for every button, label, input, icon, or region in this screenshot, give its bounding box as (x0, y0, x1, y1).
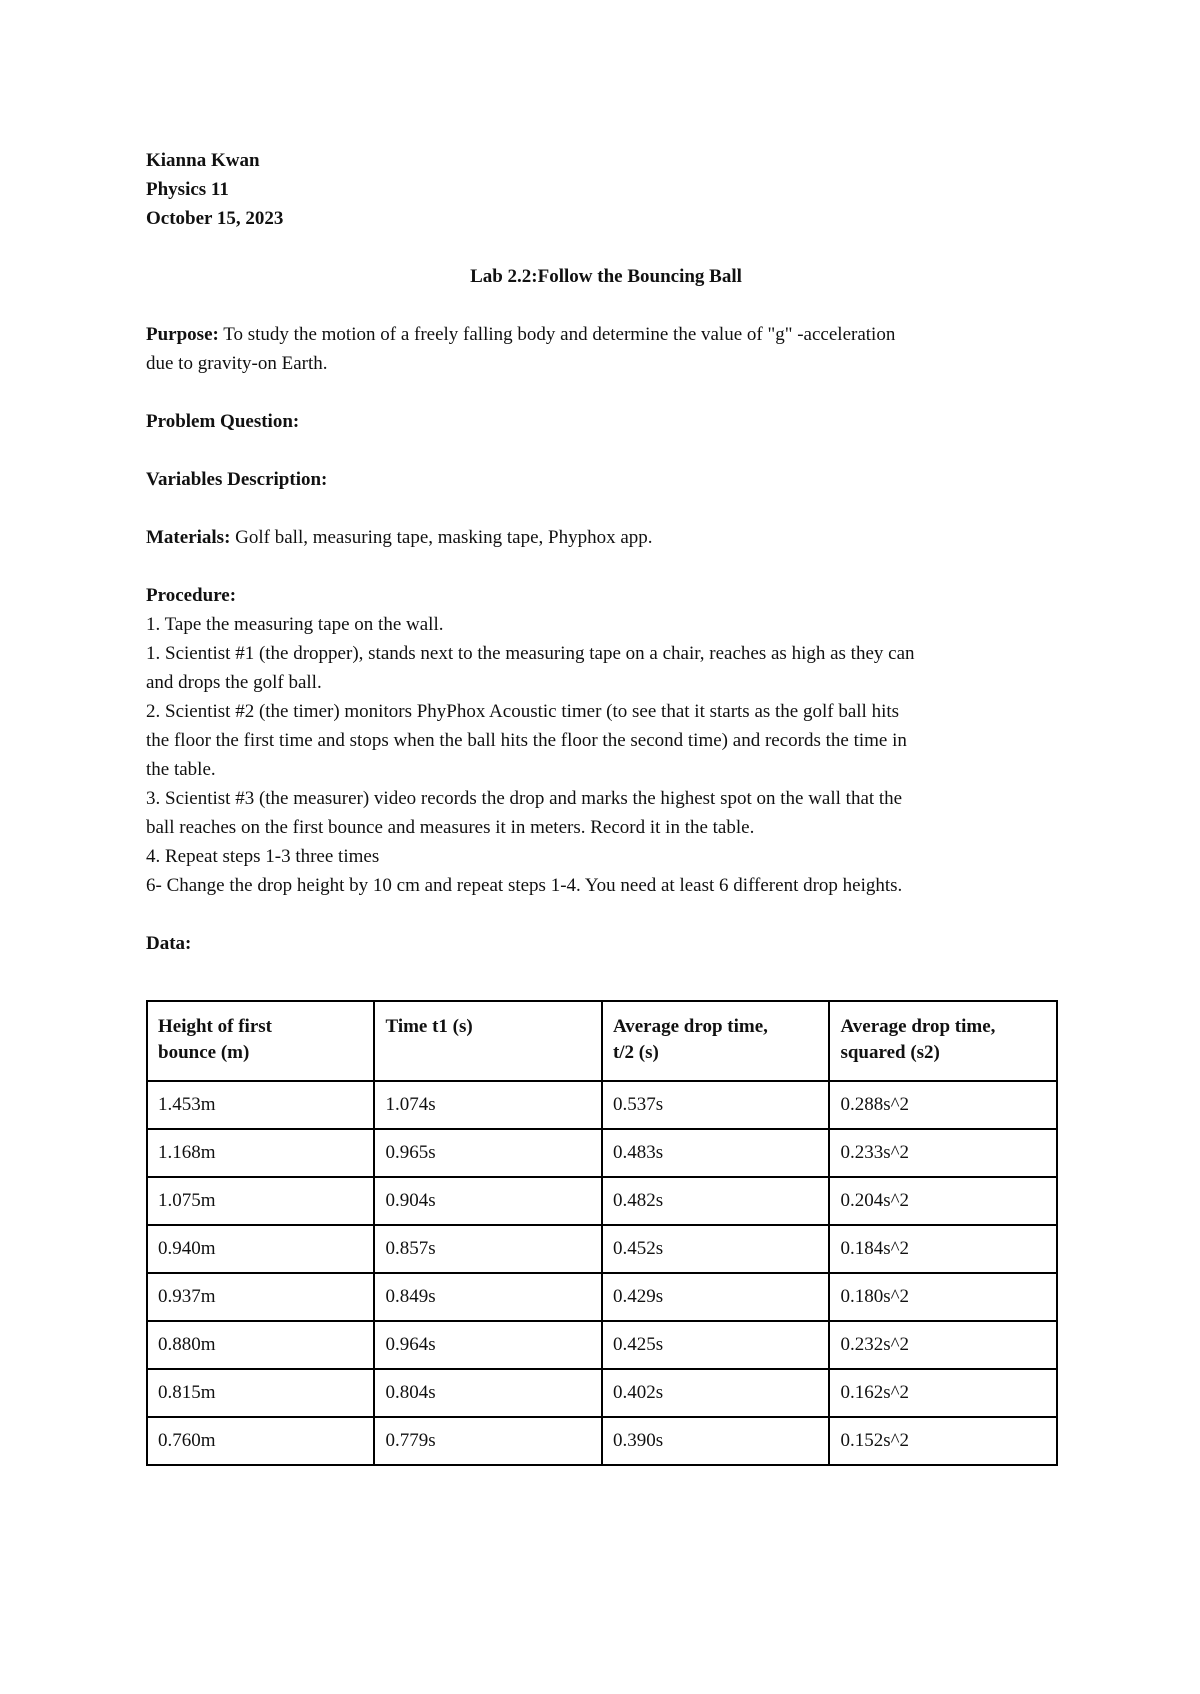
procedure-line: and drops the golf ball. (146, 672, 322, 693)
table-cell: 1.075m (147, 1177, 374, 1225)
purpose-text-line2: due to gravity-on Earth. (146, 353, 328, 374)
document-page (146, 146, 1066, 958)
table-cell: 0.815m (147, 1369, 374, 1417)
spacer (146, 900, 1066, 929)
table-cell: 0.390s (602, 1417, 830, 1465)
header-time: Time t1 (s) (374, 1001, 601, 1081)
table-row (147, 1081, 1057, 1129)
spacer (146, 291, 1066, 320)
header-height: Height of first bounce (m) (147, 1001, 374, 1081)
table-cell: 0.184s^2 (829, 1225, 1057, 1273)
procedure-line: the table. (146, 759, 216, 780)
table-cell: 0.904s (374, 1177, 601, 1225)
procedure-line: ball reaches on the first bounce and measures it in meters. Record it in the table. (146, 817, 755, 838)
materials-text: Golf ball, measuring tape, masking tape, Phyphox app. (230, 527, 653, 548)
header-average-drop-time: Average drop time, t/2 (s) (602, 1001, 830, 1081)
table-row (147, 1321, 1057, 1369)
author-name: Kianna Kwan (146, 150, 260, 171)
table-header-row (147, 1001, 1057, 1081)
table-cell: 0.429s (602, 1273, 830, 1321)
data-table (146, 1000, 1058, 1466)
table-cell: 0.204s^2 (829, 1177, 1057, 1225)
table-row (147, 1273, 1057, 1321)
table-cell: 0.288s^2 (829, 1081, 1057, 1129)
table-cell: 0.425s (602, 1321, 830, 1369)
table-cell: 1.168m (147, 1129, 374, 1177)
table-row (147, 1225, 1057, 1273)
table-cell: 0.402s (602, 1369, 830, 1417)
materials-label: Materials: (146, 527, 231, 548)
table-cell: 0.940m (147, 1225, 374, 1273)
purpose-paragraph (146, 320, 1066, 349)
table-cell: 0.880m (147, 1321, 374, 1369)
spacer (146, 494, 1066, 523)
variables-label: Variables Description: (146, 469, 328, 490)
table-cell: 0.482s (602, 1177, 830, 1225)
purpose-label: Purpose: (146, 324, 219, 345)
data-label: Data: (146, 933, 192, 954)
table-cell: 0.452s (602, 1225, 830, 1273)
table-row (147, 1417, 1057, 1465)
spacer (146, 233, 1066, 262)
table-cell: 0.233s^2 (829, 1129, 1057, 1177)
lab-title: Lab 2.2:Follow the Bouncing Ball (470, 266, 742, 287)
table-cell: 0.964s (374, 1321, 601, 1369)
table-cell: 0.180s^2 (829, 1273, 1057, 1321)
course-name: Physics 11 (146, 179, 229, 200)
materials-paragraph (146, 523, 1066, 552)
problem-question-label: Problem Question: (146, 411, 300, 432)
header-average-drop-time-squared: Average drop time, squared (s2) (829, 1001, 1057, 1081)
table-cell: 0.152s^2 (829, 1417, 1057, 1465)
spacer (146, 552, 1066, 581)
table-cell: 0.779s (374, 1417, 601, 1465)
table-cell: 0.537s (602, 1081, 830, 1129)
table-cell: 0.849s (374, 1273, 601, 1321)
procedure-line: the floor the first time and stops when the ball hits the floor the second time) and records the time in (146, 730, 907, 751)
table-cell: 0.760m (147, 1417, 374, 1465)
purpose-text-line1: To study the motion of a freely falling body and determine the value of "g" -acceleration (218, 324, 896, 345)
table-cell: 0.937m (147, 1273, 374, 1321)
table-row (147, 1369, 1057, 1417)
procedure-line: 1. Tape the measuring tape on the wall. (146, 614, 444, 635)
table-cell: 0.232s^2 (829, 1321, 1057, 1369)
table-cell: 0.483s (602, 1129, 830, 1177)
document-date: October 15, 2023 (146, 208, 284, 229)
table-cell: 1.074s (374, 1081, 601, 1129)
procedure-line: 3. Scientist #3 (the measurer) video records the drop and marks the highest spot on the wall that the (146, 788, 903, 809)
table-cell: 1.453m (147, 1081, 374, 1129)
table-row (147, 1177, 1057, 1225)
table-cell: 0.965s (374, 1129, 601, 1177)
table-row (147, 1129, 1057, 1177)
procedure-line: 6- Change the drop height by 10 cm and repeat steps 1-4. You need at least 6 different drop heights. (146, 875, 903, 896)
procedure-label: Procedure: (146, 585, 237, 606)
procedure-line: 2. Scientist #2 (the timer) monitors PhyPhox Acoustic timer (to see that it starts as the golf ball hits (146, 701, 900, 722)
procedure-line: 1. Scientist #1 (the dropper), stands next to the measuring tape on a chair, reaches as high as they can (146, 643, 915, 664)
table-cell: 0.162s^2 (829, 1369, 1057, 1417)
spacer (146, 378, 1066, 407)
procedure-line: 4. Repeat steps 1-3 three times (146, 846, 380, 867)
table-cell: 0.857s (374, 1225, 601, 1273)
spacer (146, 436, 1066, 465)
table-cell: 0.804s (374, 1369, 601, 1417)
